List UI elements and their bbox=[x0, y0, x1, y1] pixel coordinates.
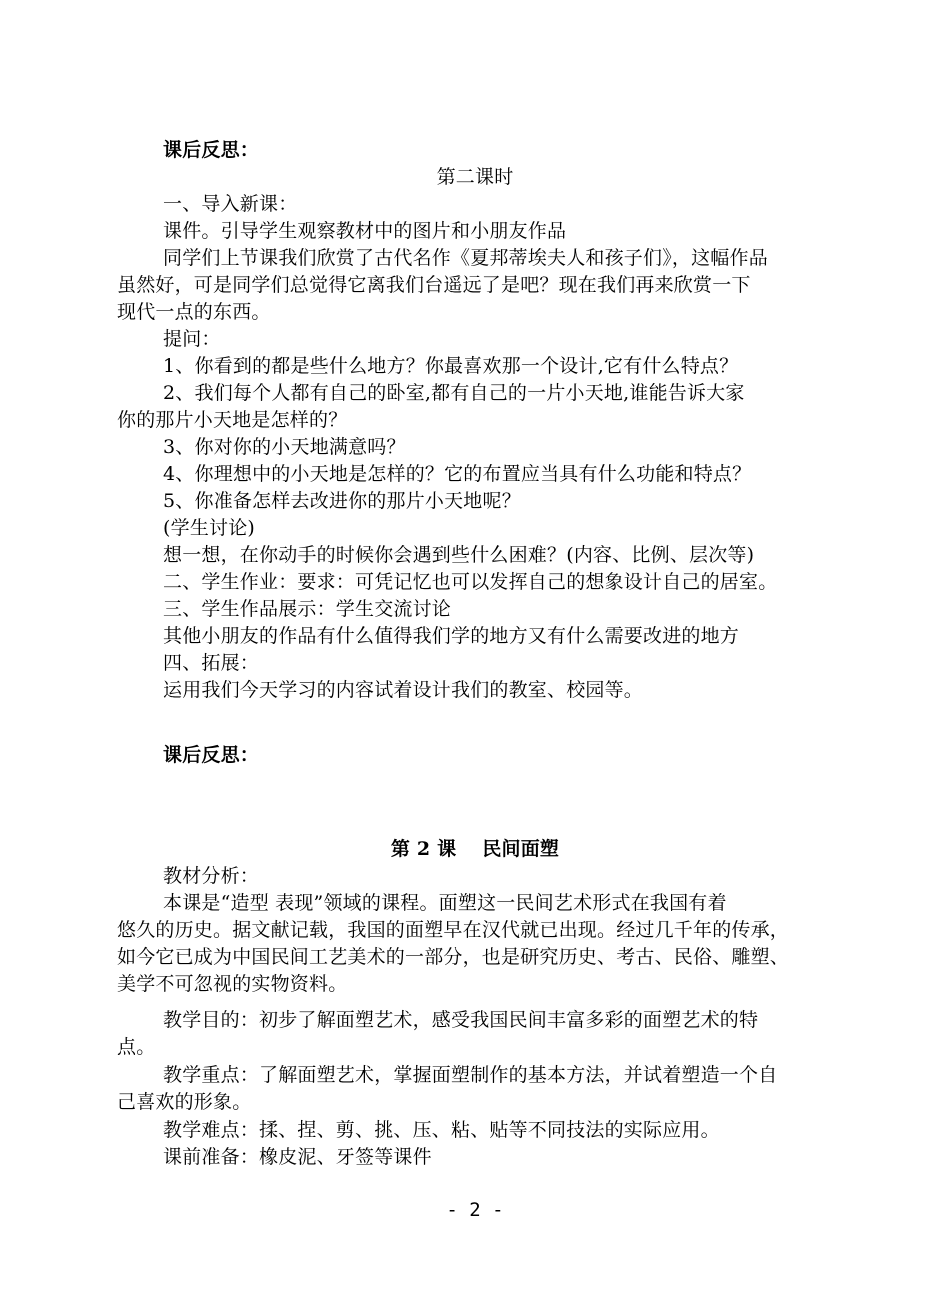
paragraph-line: 本课是“造型 表现”领域的课程。面塑这一民间艺术形式在我国有着 bbox=[163, 892, 727, 914]
paragraph-line: 课件。引导学生观察教材中的图片和小朋友作品 bbox=[163, 220, 567, 242]
paragraph-line: 虽然好，可是同学们总觉得它离我们台遥远了是吧？现在我们再来欣赏一下 bbox=[117, 274, 751, 296]
paragraph-line: 悠久的历史。据文献记载，我国的面塑早在汉代就已出现。经过几千年的传承， bbox=[117, 919, 790, 941]
lesson-title: 第 2 课 民间面塑 bbox=[390, 838, 560, 860]
paragraph-line: 1、你看到的都是些什么地方？你最喜欢那一个设计,它有什么特点？ bbox=[163, 355, 739, 377]
paragraph-line: 你的那片小天地是怎样的？ bbox=[117, 409, 348, 431]
paragraph-line: 美学不可忽视的实物资料。 bbox=[117, 973, 348, 995]
paragraph-line: 四、拓展： bbox=[163, 652, 260, 674]
paragraph-line: 点。 bbox=[117, 1036, 156, 1058]
lesson-period-title: 第二课时 bbox=[436, 166, 514, 188]
paragraph-line: 教学重点：了解面塑艺术，掌握面塑制作的基本方法，并试着塑造一个自 bbox=[163, 1064, 778, 1086]
paragraph-line: 教材分析： bbox=[163, 865, 260, 887]
paragraph-line: 三、学生作品展示：学生交流讨论 bbox=[163, 598, 452, 620]
reflection-heading-2: 课后反思： bbox=[163, 744, 260, 766]
paragraph-line: 如今它已成为中国民间工艺美术的一部分，也是研究历史、考古、民俗、雕塑、 bbox=[117, 946, 790, 968]
paragraph-line: 3、你对你的小天地满意吗？ bbox=[163, 436, 406, 458]
page-number: - 2 - bbox=[446, 1199, 504, 1221]
paragraph-line: 二、学生作业：要求：可凭记忆也可以发挥自己的想象设计自己的居室。 bbox=[163, 571, 778, 593]
paragraph-line: 想一想，在你动手的时候你会遇到些什么困难？(内容、比例、层次等) bbox=[163, 544, 755, 566]
paragraph-line: 同学们上节课我们欣赏了古代名作《夏邦蒂埃夫人和孩子们》，这幅作品 bbox=[163, 247, 768, 269]
paragraph-line: 现代一点的东西。 bbox=[117, 301, 271, 323]
paragraph-line: 一、导入新课： bbox=[163, 193, 298, 215]
paragraph-line: 其他小朋友的作品有什么值得我们学的地方又有什么需要改进的地方 bbox=[163, 625, 740, 647]
paragraph-line: 5、你准备怎样去改进你的那片小天地呢？ bbox=[163, 490, 521, 512]
reflection-heading-1: 课后反思： bbox=[163, 139, 260, 161]
paragraph-line: 运用我们今天学习的内容试着设计我们的教室、校园等。 bbox=[163, 679, 644, 701]
paragraph-line: 提问： bbox=[163, 328, 221, 350]
paragraph-line: 课前准备：橡皮泥、牙签等课件 bbox=[163, 1146, 432, 1168]
paragraph-line: 4、你理想中的小天地是怎样的？它的布置应当具有什么功能和特点？ bbox=[163, 463, 752, 485]
paragraph-line: 己喜欢的形象。 bbox=[117, 1091, 252, 1113]
paragraph-line: (学生讨论) bbox=[163, 517, 256, 539]
paragraph-line: 教学目的：初步了解面塑艺术，感受我国民间丰富多彩的面塑艺术的特 bbox=[163, 1009, 759, 1031]
paragraph-line: 教学难点：揉、捏、剪、挑、压、粘、贴等不同技法的实际应用。 bbox=[163, 1119, 720, 1141]
paragraph-line: 2、我们每个人都有自己的卧室,都有自己的一片小天地,谁能告诉大家 bbox=[163, 382, 745, 404]
